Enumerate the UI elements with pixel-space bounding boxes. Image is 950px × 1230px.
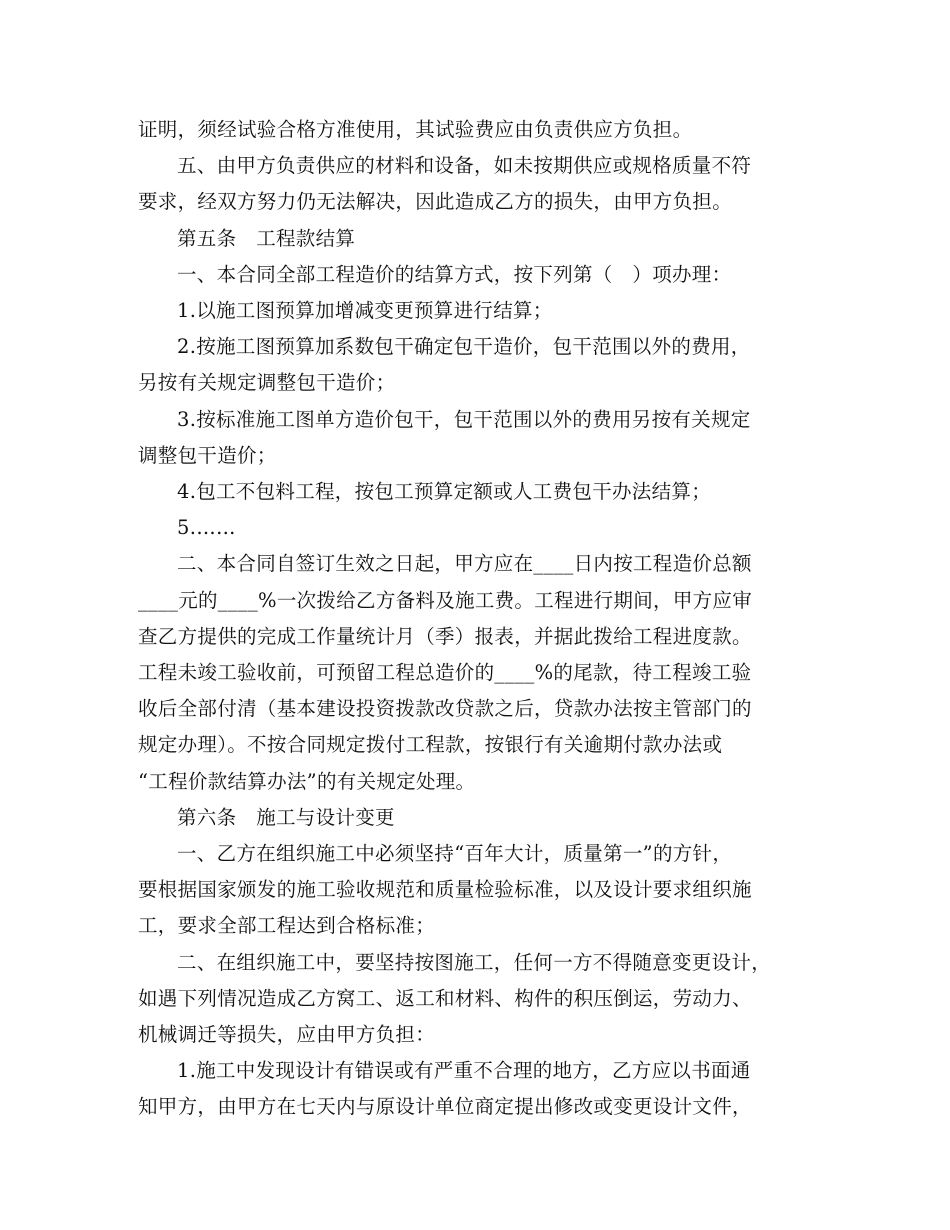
text-line: 一、乙方在组织施工中必须坚持“百年大计，质量第一”的方针，: [177, 842, 733, 866]
text-line: 二、在组织施工中，要坚持按图施工，任何一方不得随意变更设计，: [177, 950, 772, 974]
text-line: ____元的____%一次拨给乙方备料及施工费。工程进行期间，甲方应审: [138, 588, 753, 612]
text-line: 查乙方提供的完成工作量统计月（季）报表，并据此拨给工程进度款。: [138, 624, 752, 648]
text-line: 调整包干造价；: [138, 443, 277, 467]
text-line: 证明，须经试验合格方准使用，其试验费应由负责供应方负担。: [138, 118, 693, 141]
text-line: 1.施工中发现设计有错误或有严重不合理的地方，乙方应以书面通: [177, 1059, 751, 1083]
text-line: 一、本合同全部工程造价的结算方式，按下列第（ ）项办理：: [177, 262, 732, 286]
text-line: 2.按施工图预算加系数包干确定包干造价，包干范围以外的费用，: [177, 335, 751, 359]
text-line: 工，要求全部工程达到合格标准；: [138, 914, 436, 938]
text-line: 规定办理）。不按合同规定拨付工程款，按银行有关逾期付款办法或: [138, 733, 723, 757]
text-line: “工程价款结算办法”的有关规定处理。: [138, 769, 476, 793]
text-line: 如遇下列情况造成乙方窝工、返工和材料、构件的积压倒运，劳动力、: [138, 986, 752, 1010]
text-line: 要根据国家颁发的施工验收规范和质量检验标准，以及设计要求组织施: [138, 878, 752, 902]
text-line: 5.……: [177, 516, 236, 540]
text-line: 知甲方，由甲方在七天内与原设计单位商定提出修改或变更设计文件，: [138, 1095, 752, 1119]
text-line: 第五条 工程款结算: [177, 226, 356, 250]
text-line: 工程未竣工验收前，可预留工程总造价的____%的尾款，待工程竣工验: [138, 661, 752, 685]
text-line: 另按有关规定调整包干造价；: [138, 371, 396, 395]
text-line: 1.以施工图预算加增减变更预算进行结算；: [177, 299, 553, 323]
text-line: 机械调迁等损失，应由甲方负担：: [138, 1023, 436, 1047]
document-body: [138, 112, 810, 1126]
text-line: 五、由甲方负责供应的材料和设备，如未按期供应或规格质量不符: [177, 154, 752, 178]
text-line: 二、本合同自签订生效之日起，甲方应在____日内按工程造价总额: [177, 552, 752, 576]
text-line: 收后全部付清（基本建设投资拨款改贷款之后，贷款办法按主管部门的: [138, 697, 752, 721]
text-line: 第六条 施工与设计变更: [177, 805, 395, 829]
text-line: 要求，经双方努力仍无法解决，因此造成乙方的损失，由甲方负担。: [138, 190, 733, 214]
text-line: 3.按标准施工图单方造价包干，包干范围以外的费用另按有关规定: [177, 407, 751, 431]
text-line: 4.包工不包料工程，按包工预算定额或人工费包干办法结算；: [177, 480, 712, 504]
